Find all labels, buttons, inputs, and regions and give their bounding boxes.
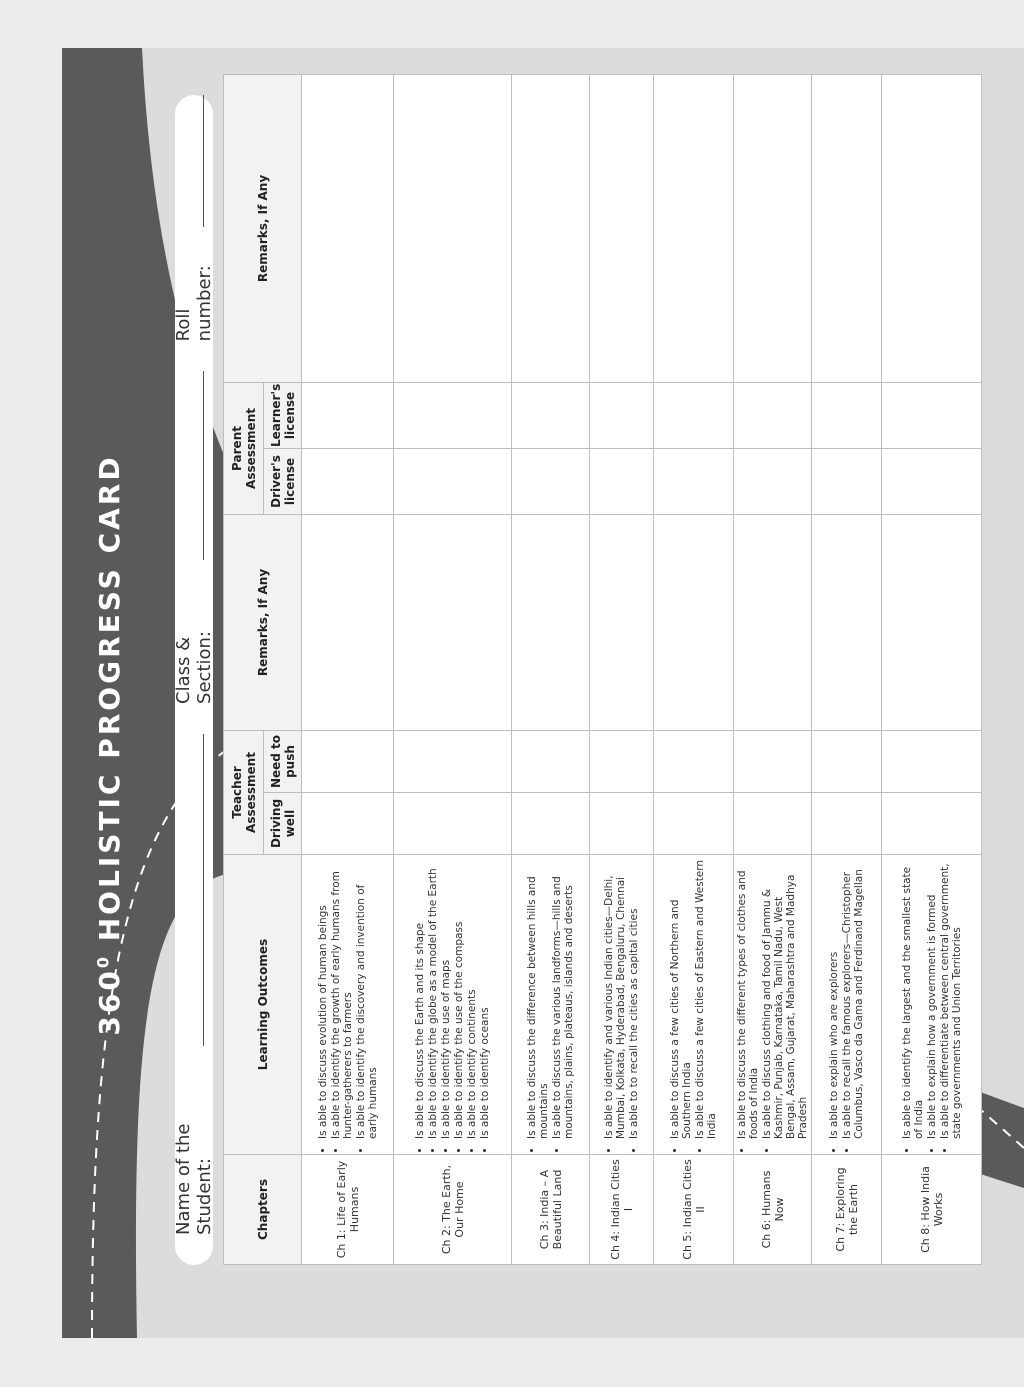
chapter-cell: Ch 7: Exploring the Earth xyxy=(812,1155,882,1265)
driving-well-cell[interactable] xyxy=(882,793,982,855)
outcome-item: • Is able to identify the growth of early humans from hunter-gatherers to farmers xyxy=(330,856,354,1139)
chapter-cell: Ch 8: How India Works xyxy=(882,1155,982,1265)
student-name-label: Name of the Student: xyxy=(173,1123,215,1235)
class-section-label: Class & Section: xyxy=(173,631,215,704)
outcome-item: • Is able to discuss evolution of human beings xyxy=(317,856,329,1139)
drivers-license-cell[interactable] xyxy=(302,448,394,514)
outcomes-cell xyxy=(654,855,734,1155)
outcomes-cell xyxy=(812,855,882,1155)
outcome-item: • Is able to identify and various Indian cities—Delhi, Mumbai, Kolkata, Hyderabad, Bengaluru, Chennai xyxy=(603,856,627,1139)
table-row xyxy=(812,74,882,1264)
progress-card xyxy=(93,0,1024,1265)
roll-number-field[interactable] xyxy=(185,95,204,227)
parent-remarks-cell[interactable] xyxy=(512,74,590,382)
drivers-license-cell[interactable] xyxy=(812,448,882,514)
table-row xyxy=(512,74,590,1264)
outcome-item: • Is able to discuss the various landforms—hills and mountains, plains, plateaus, islands and deserts xyxy=(551,856,575,1139)
table-row xyxy=(590,74,654,1264)
outcome-item: • Is able to recall the famous explorers—Christopher Columbus, Vasco da Gama and Ferdinand Magellan xyxy=(841,856,865,1139)
outcome-item: • Is able to differentiate between central government, state governments and Union Territories xyxy=(939,856,963,1139)
learners-license-cell[interactable] xyxy=(302,382,394,448)
need-to-push-cell[interactable] xyxy=(734,730,812,792)
header-need-to-push: Need to push xyxy=(264,730,302,792)
teacher-remarks-cell[interactable] xyxy=(654,514,734,730)
outcomes-cell xyxy=(590,855,654,1155)
learners-license-cell[interactable] xyxy=(512,382,590,448)
parent-remarks-cell[interactable] xyxy=(394,74,512,382)
chapter-cell: Ch 1: Life of Early Humans xyxy=(302,1155,394,1265)
learners-license-cell[interactable] xyxy=(882,382,982,448)
outcome-item: • Is able to identify the use of the compass xyxy=(453,856,465,1139)
table-row xyxy=(302,74,394,1264)
chapter-cell: Ch 4: Indian Cities I xyxy=(590,1155,654,1265)
chapter-cell: Ch 2: The Earth, Our Home xyxy=(394,1155,512,1265)
need-to-push-cell[interactable] xyxy=(590,730,654,792)
need-to-push-cell[interactable] xyxy=(882,730,982,792)
need-to-push-cell[interactable] xyxy=(394,730,512,792)
outcome-item: • Is able to to recall the cities as capital cities xyxy=(628,856,640,1139)
outcome-item: • Is able to identify continents xyxy=(466,856,478,1139)
teacher-remarks-cell[interactable] xyxy=(394,514,512,730)
need-to-push-cell[interactable] xyxy=(512,730,590,792)
student-info-bar xyxy=(175,95,213,1265)
student-name-field[interactable] xyxy=(185,734,204,1046)
drivers-license-cell[interactable] xyxy=(882,448,982,514)
header-drivers-license: Driver's license xyxy=(264,448,302,514)
need-to-push-cell[interactable] xyxy=(302,730,394,792)
drivers-license-cell[interactable] xyxy=(654,448,734,514)
learners-license-cell[interactable] xyxy=(734,382,812,448)
drivers-license-cell[interactable] xyxy=(394,448,512,514)
outcome-item: • Is able to identify the globe as a model of the Earth xyxy=(427,856,439,1139)
outcomes-cell xyxy=(394,855,512,1155)
outcome-item: • Is able to identify the use of maps xyxy=(440,856,452,1139)
teacher-remarks-cell[interactable] xyxy=(302,514,394,730)
outcome-item: • Is able to discuss the Earth and its shape xyxy=(414,856,426,1139)
header-teacher-assessment: Teacher Assessment xyxy=(224,730,264,854)
outcome-item: • Is able to discuss clothing and food of Jammu & Kashmir, Punjab, Karnataka, Tamil Nadu, West Bengal, Assam, Gujarat, Maharashtra and Madhya Pradesh xyxy=(761,856,809,1139)
parent-remarks-cell[interactable] xyxy=(882,74,982,382)
outcomes-cell xyxy=(302,855,394,1155)
outcome-item: • Is able to explain how a government is formed xyxy=(926,856,938,1139)
table-row xyxy=(654,74,734,1264)
learners-license-cell[interactable] xyxy=(654,382,734,448)
driving-well-cell[interactable] xyxy=(512,793,590,855)
drivers-license-cell[interactable] xyxy=(590,448,654,514)
outcomes-cell xyxy=(882,855,982,1155)
outcome-item: • Is able to discuss a few cities of Eastern and Western India xyxy=(694,856,718,1139)
learners-license-cell[interactable] xyxy=(394,382,512,448)
header-driving-well: Driving well xyxy=(264,793,302,855)
teacher-remarks-cell[interactable] xyxy=(590,514,654,730)
chapter-cell: Ch 3: India – A Beautiful Land xyxy=(512,1155,590,1265)
roll-number-label: Roll number: xyxy=(173,265,215,342)
header-learners-license: Learner's license xyxy=(264,382,302,448)
teacher-remarks-cell[interactable] xyxy=(882,514,982,730)
outcome-item: • Is able to discuss a few cities of Northern and Southern India xyxy=(669,856,693,1139)
header-parent-assessment: Parent Assessment xyxy=(224,382,264,514)
outcomes-cell xyxy=(512,855,590,1155)
header-learning-outcomes: Learning Outcomes xyxy=(224,855,302,1155)
outcome-item: • Is able to identify oceans xyxy=(479,856,491,1139)
table-row xyxy=(734,74,812,1264)
driving-well-cell[interactable] xyxy=(394,793,512,855)
table-row xyxy=(394,74,512,1264)
driving-well-cell[interactable] xyxy=(590,793,654,855)
assessment-table xyxy=(223,74,982,1265)
outcome-item: • Is able to identify the largest and the smallest state of India xyxy=(901,856,925,1139)
parent-remarks-cell[interactable] xyxy=(734,74,812,382)
table-row xyxy=(882,74,982,1264)
parent-remarks-cell[interactable] xyxy=(302,74,394,382)
driving-well-cell[interactable] xyxy=(812,793,882,855)
parent-remarks-cell[interactable] xyxy=(590,74,654,382)
drivers-license-cell[interactable] xyxy=(734,448,812,514)
header-remarks-parent: Remarks, If Any xyxy=(224,74,302,382)
learners-license-cell[interactable] xyxy=(812,382,882,448)
chapter-cell: Ch 5: Indian Cities II xyxy=(654,1155,734,1265)
teacher-remarks-cell[interactable] xyxy=(512,514,590,730)
learners-license-cell[interactable] xyxy=(590,382,654,448)
teacher-remarks-cell[interactable] xyxy=(734,514,812,730)
chapter-cell: Ch 6: Humans Now xyxy=(734,1155,812,1265)
outcome-item: • Is able to explain who are explorers xyxy=(828,856,840,1139)
teacher-remarks-cell[interactable] xyxy=(812,514,882,730)
parent-remarks-cell[interactable] xyxy=(812,74,882,382)
outcome-item: • Is able to discuss the different types of clothes and foods of India xyxy=(736,856,760,1139)
outcome-item: • Is able to discuss the difference between hills and mountains xyxy=(526,856,550,1139)
outcome-item: • Is able to identify the discovery and invention of early humans xyxy=(355,856,379,1139)
class-section-field[interactable] xyxy=(185,371,204,560)
driving-well-cell[interactable] xyxy=(734,793,812,855)
driving-well-cell[interactable] xyxy=(654,793,734,855)
drivers-license-cell[interactable] xyxy=(512,448,590,514)
parent-remarks-cell[interactable] xyxy=(654,74,734,382)
card-title: $360^0$ HOLISTIC PROGRESS CARD xyxy=(93,454,126,1036)
need-to-push-cell[interactable] xyxy=(812,730,882,792)
driving-well-cell[interactable] xyxy=(302,793,394,855)
header-remarks-teacher: Remarks, If Any xyxy=(224,514,302,730)
outcomes-cell xyxy=(734,855,812,1155)
need-to-push-cell[interactable] xyxy=(654,730,734,792)
header-chapters: Chapters xyxy=(224,1155,302,1265)
